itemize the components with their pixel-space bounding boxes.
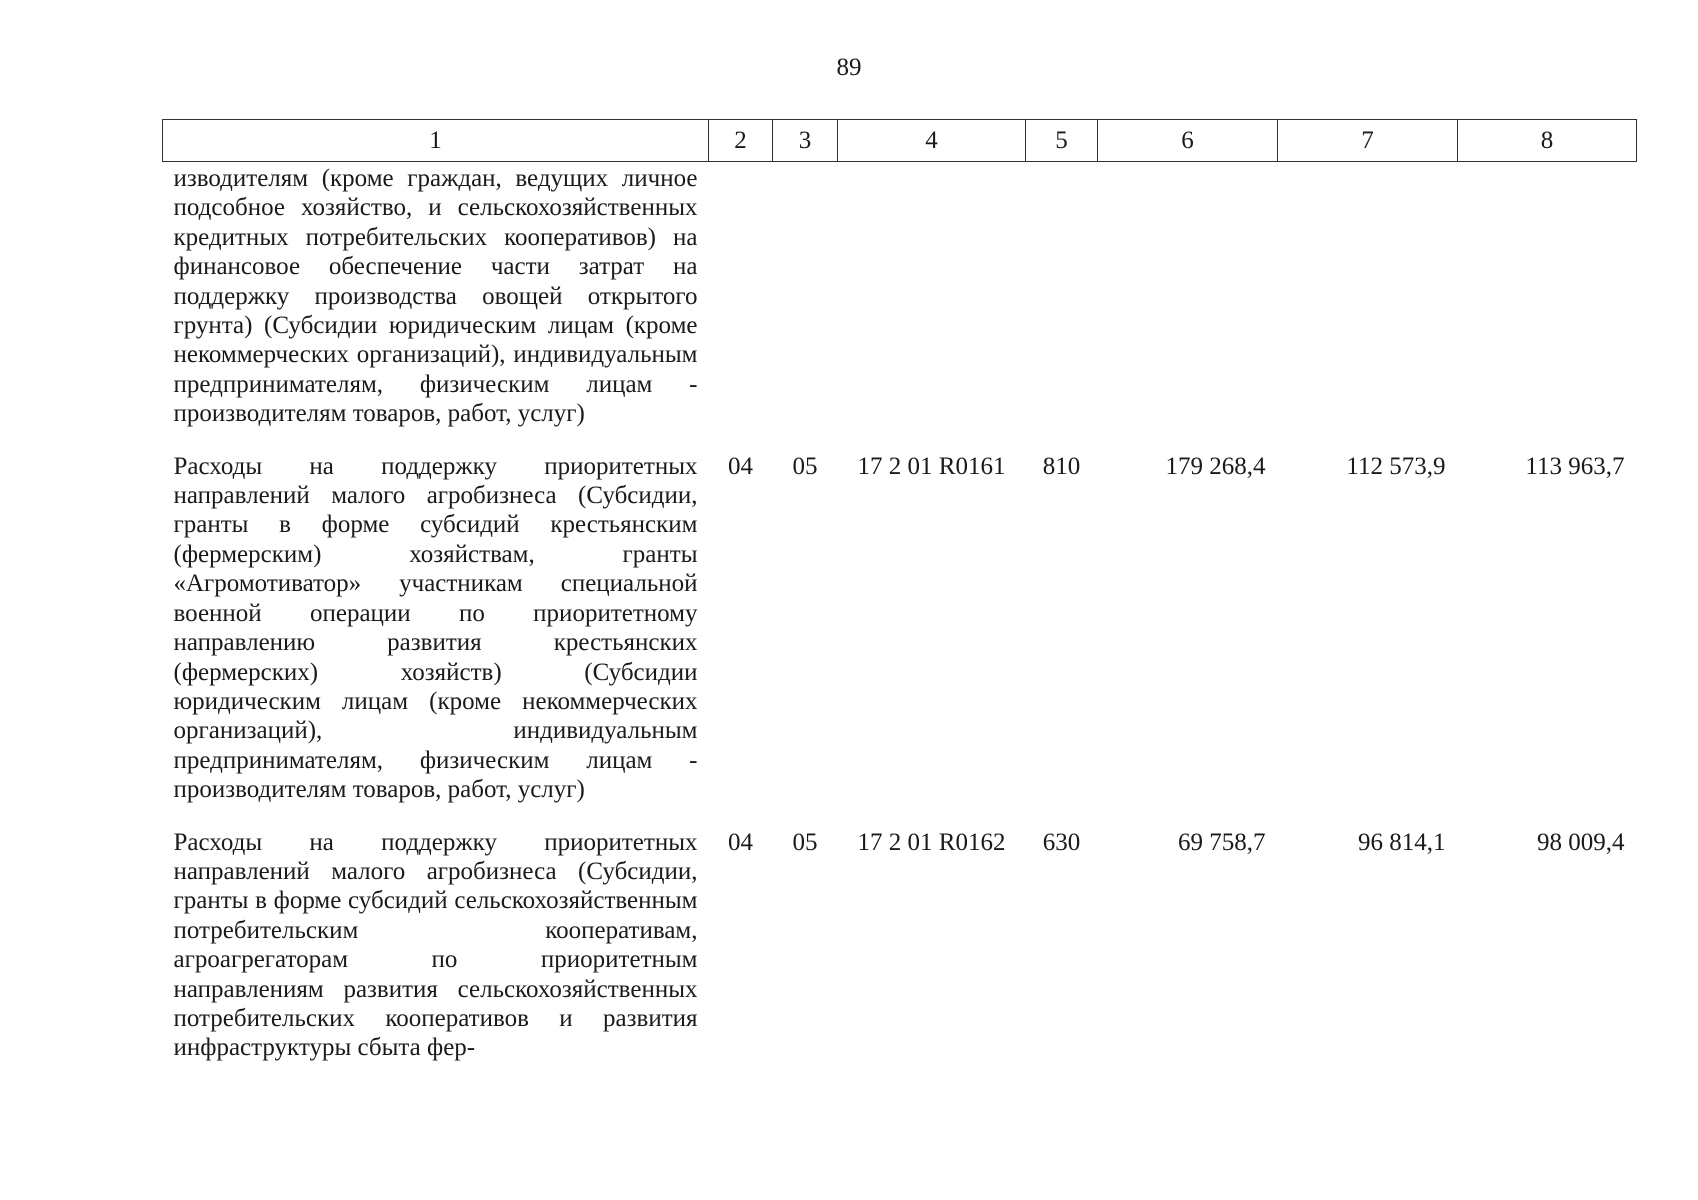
column-header: 2 (709, 120, 773, 162)
page-number: 89 (836, 54, 862, 81)
table-row (163, 449, 1637, 825)
row-description: изводителям (кроме граждан, ведущих личное подсобное хозяйство, и сельскохозяйственных кредитных потребительских кооперативов) на финансовое обеспечение части затрат на поддержку производства овощей открытого грунта) (Субсидии юридическим лицам (кроме некоммерческих организаций), индивидуальным предпринимателям, физическим лицам - производителям товаров, работ, услуг) (173, 165, 698, 428)
target-article-code (838, 162, 1026, 449)
table-row (163, 162, 1637, 449)
amount-col-8: 98 009,4 (1537, 828, 1625, 856)
amount-col-8 (1458, 162, 1637, 449)
amount-col-6: 69 758,7 (1178, 828, 1266, 856)
column-header: 4 (838, 120, 1026, 162)
column-header: 5 (1026, 120, 1098, 162)
column-header: 8 (1458, 120, 1637, 162)
amount-col-7: 96 814,1 (1358, 828, 1446, 856)
column-header: 7 (1278, 120, 1458, 162)
amount-col-7 (1278, 162, 1458, 449)
subsection-code: 05 (792, 828, 818, 856)
subsection-code: 05 (792, 452, 818, 480)
amount-col-7: 112 573,9 (1346, 452, 1446, 480)
expense-type-code (1026, 162, 1098, 449)
target-article-code: 17 2 01 R0162 (857, 828, 1006, 856)
expense-type-code: 630 (1042, 828, 1081, 856)
subsection-code (773, 162, 838, 449)
budget-table (162, 119, 1637, 1083)
expense-type-code: 810 (1042, 452, 1081, 480)
amount-col-6 (1098, 162, 1278, 449)
section-code (709, 162, 773, 449)
amount-col-6: 179 268,4 (1165, 452, 1266, 480)
column-header: 1 (163, 120, 709, 162)
section-code: 04 (728, 828, 753, 856)
table-row (163, 825, 1637, 1083)
row-description: Расходы на поддержку приоритетных направлений малого агробизнеса (Субсидии, гранты в форме субсидий сельскохозяйственным потребительским кооперативам, агроагрегаторам по приоритетным направлениям развития сельскохозяйственных потребительских кооперативов и развития инфраструктуры сбыта фер- (173, 828, 698, 1062)
column-header: 6 (1098, 120, 1278, 162)
table-header-row (163, 120, 1637, 162)
section-code: 04 (728, 452, 753, 480)
target-article-code: 17 2 01 R0161 (857, 452, 1006, 480)
amount-col-8: 113 963,7 (1525, 452, 1625, 480)
row-description: Расходы на поддержку приоритетных направлений малого агробизнеса (Субсидии, гранты в форме субсидий крестьянским (фермерским) хозяйствам, гранты «Агромотиватор» участникам специальной военной операции по приоритетному направлению развития крестьянских (фермерских) хозяйств) (Субсидии юридическим лицам (кроме некоммерческих организаций), индивидуальным предпринимателям, физическим лицам - производителям товаров, работ, услуг) (173, 452, 698, 804)
column-header: 3 (773, 120, 838, 162)
